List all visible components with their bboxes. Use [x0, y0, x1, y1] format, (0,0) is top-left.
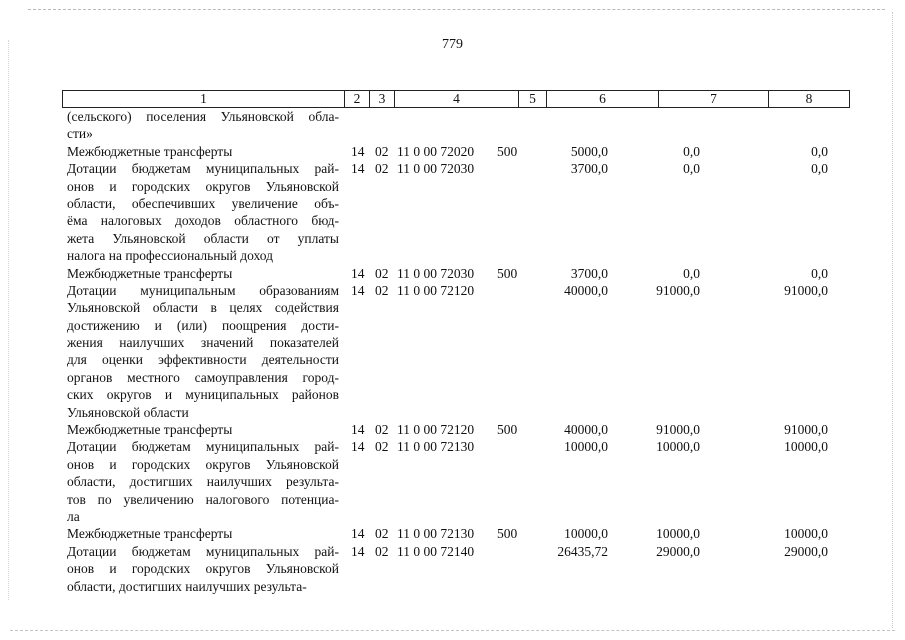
- row-line: [0, 125, 905, 142]
- row-name-text: сти»: [67, 126, 93, 142]
- row-value-col8: 0,0: [811, 161, 828, 177]
- column-header-2: 2: [345, 91, 370, 108]
- row-name-text: Дотации бюджетам муниципальных рай-: [67, 543, 339, 559]
- column-header-8: 8: [769, 91, 850, 108]
- row-value-col6: 26435,72: [557, 543, 608, 559]
- row-line: [0, 265, 905, 282]
- row-value-col6: 3700,0: [570, 161, 608, 177]
- row-name-text: Дотации муниципальным образованиям: [67, 282, 339, 298]
- row-name-text: налога на профессиональный доход: [67, 248, 273, 264]
- row-section-code: 14: [351, 265, 365, 281]
- column-header-7: 7: [659, 91, 769, 108]
- row-target-article: 11 0 00 72140: [397, 543, 475, 559]
- column-header-table: [62, 90, 850, 108]
- row-name-text: тов по увеличению налогового потенциа-: [67, 491, 339, 507]
- row-value-col7: 0,0: [683, 143, 700, 159]
- row-name-text: Межбюджетные трансферты: [67, 526, 233, 542]
- row-name-text: достижению и (или) поощрения дости-: [67, 317, 339, 333]
- row-line: [0, 160, 905, 177]
- row-subsection-code: 02: [375, 526, 389, 542]
- row-value-col6: 10000,0: [564, 439, 608, 455]
- row-name-text: области, достигших наилучших результа-: [67, 474, 339, 490]
- row-section-code: 14: [351, 422, 365, 438]
- row-value-col8: 0,0: [811, 265, 828, 281]
- row-subsection-code: 02: [375, 282, 389, 298]
- row-line: [0, 178, 905, 195]
- row-value-col8: 10000,0: [784, 439, 828, 455]
- row-value-col7: 91000,0: [656, 282, 700, 298]
- row-name-text: ла: [67, 508, 80, 524]
- row-line: [0, 143, 905, 160]
- row-name-text: для оценки эффективности деятельности: [67, 352, 339, 368]
- table-row: [0, 438, 905, 525]
- row-line: [0, 508, 905, 525]
- row-target-article: 11 0 00 72130: [397, 526, 475, 542]
- row-name-text: области, обеспечивших увеличение объ-: [67, 195, 339, 211]
- row-section-code: 14: [351, 161, 365, 177]
- table-row: [0, 143, 905, 160]
- budget-table-body: [0, 108, 905, 595]
- row-name-text: Межбюджетные трансферты: [67, 422, 233, 438]
- row-line: [0, 195, 905, 212]
- row-value-col7: 10000,0: [656, 526, 700, 542]
- row-name-text: ёма налоговых доходов областного бюд-: [67, 213, 339, 229]
- row-name-text: онов и городских округов Ульяновской: [67, 456, 339, 472]
- row-line: [0, 473, 905, 490]
- row-line: [0, 386, 905, 403]
- column-header-3: 3: [370, 91, 395, 108]
- row-line: [0, 351, 905, 368]
- row-line: [0, 247, 905, 264]
- row-line: [0, 578, 905, 595]
- row-value-col6: 5000,0: [570, 143, 608, 159]
- row-name-text: органов местного самоуправления город-: [67, 369, 339, 385]
- column-header-row: [63, 91, 850, 108]
- column-header-4: 4: [395, 91, 519, 108]
- row-name-text: Дотации бюджетам муниципальных рай-: [67, 161, 339, 177]
- row-name-text: ских округов и муниципальных районов: [67, 387, 339, 403]
- row-value-col8: 10000,0: [784, 526, 828, 542]
- row-value-col6: 3700,0: [570, 265, 608, 281]
- row-target-article: 11 0 00 72130: [397, 439, 475, 455]
- row-line: [0, 230, 905, 247]
- row-subsection-code: 02: [375, 265, 389, 281]
- row-expense-type: 500: [497, 265, 518, 281]
- row-line: [0, 438, 905, 455]
- row-name-text: Дотации бюджетам муниципальных рай-: [67, 439, 339, 455]
- scan-edge-top: [28, 9, 885, 10]
- row-name-text: онов и городских округов Ульяновской: [67, 561, 339, 577]
- row-section-code: 14: [351, 526, 365, 542]
- row-value-col6: 40000,0: [564, 422, 608, 438]
- row-line: [0, 212, 905, 229]
- row-line: [0, 456, 905, 473]
- row-expense-type: 500: [497, 143, 518, 159]
- row-name-text: Ульяновской области: [67, 404, 189, 420]
- row-value-col8: 91000,0: [784, 422, 828, 438]
- row-name-text: Межбюджетные трансферты: [67, 143, 233, 159]
- row-subsection-code: 02: [375, 439, 389, 455]
- row-line: [0, 404, 905, 421]
- row-line: [0, 282, 905, 299]
- row-value-col6: 40000,0: [564, 282, 608, 298]
- row-target-article: 11 0 00 72030: [397, 265, 475, 281]
- row-name-text: области, достигших наилучших результа-: [67, 578, 307, 594]
- row-value-col8: 29000,0: [784, 543, 828, 559]
- row-value-col7: 0,0: [683, 265, 700, 281]
- row-subsection-code: 02: [375, 161, 389, 177]
- column-header-5: 5: [519, 91, 547, 108]
- row-target-article: 11 0 00 72120: [397, 282, 475, 298]
- row-target-article: 11 0 00 72120: [397, 422, 475, 438]
- row-subsection-code: 02: [375, 143, 389, 159]
- row-value-col8: 0,0: [811, 143, 828, 159]
- row-section-code: 14: [351, 543, 365, 559]
- row-section-code: 14: [351, 143, 365, 159]
- table-row: [0, 282, 905, 421]
- row-line: [0, 421, 905, 438]
- row-line: [0, 317, 905, 334]
- row-line: [0, 543, 905, 560]
- row-target-article: 11 0 00 72030: [397, 161, 475, 177]
- row-line: [0, 299, 905, 316]
- row-target-article: 11 0 00 72020: [397, 143, 475, 159]
- row-expense-type: 500: [497, 526, 518, 542]
- row-line: [0, 525, 905, 542]
- row-line: [0, 108, 905, 125]
- table-row: [0, 160, 905, 264]
- row-name-text: жения наилучших значений показателей: [67, 335, 339, 351]
- row-line: [0, 560, 905, 577]
- table-row: [0, 525, 905, 542]
- row-name-text: Межбюджетные трансферты: [67, 265, 233, 281]
- row-value-col7: 91000,0: [656, 422, 700, 438]
- table-row: [0, 265, 905, 282]
- table-row: [0, 108, 905, 143]
- table-row: [0, 543, 905, 595]
- column-header-1: 1: [63, 91, 345, 108]
- table-row: [0, 421, 905, 438]
- page-number: 779: [442, 37, 463, 52]
- row-value-col6: 10000,0: [564, 526, 608, 542]
- scan-edge-bottom: [10, 630, 895, 631]
- row-name-text: жета Ульяновской области от уплаты: [67, 230, 339, 246]
- row-value-col7: 29000,0: [656, 543, 700, 559]
- row-value-col8: 91000,0: [784, 282, 828, 298]
- row-line: [0, 491, 905, 508]
- row-section-code: 14: [351, 282, 365, 298]
- row-name-text: (сельского) поселения Ульяновской обла-: [67, 109, 339, 124]
- column-header-6: 6: [547, 91, 659, 108]
- row-value-col7: 10000,0: [656, 439, 700, 455]
- row-line: [0, 334, 905, 351]
- row-name-text: Ульяновской области в целях содействия: [67, 300, 339, 316]
- row-section-code: 14: [351, 439, 365, 455]
- row-line: [0, 369, 905, 386]
- row-value-col7: 0,0: [683, 161, 700, 177]
- row-subsection-code: 02: [375, 543, 389, 559]
- row-subsection-code: 02: [375, 422, 389, 438]
- row-expense-type: 500: [497, 422, 518, 438]
- row-name-text: онов и городских округов Ульяновской: [67, 178, 339, 194]
